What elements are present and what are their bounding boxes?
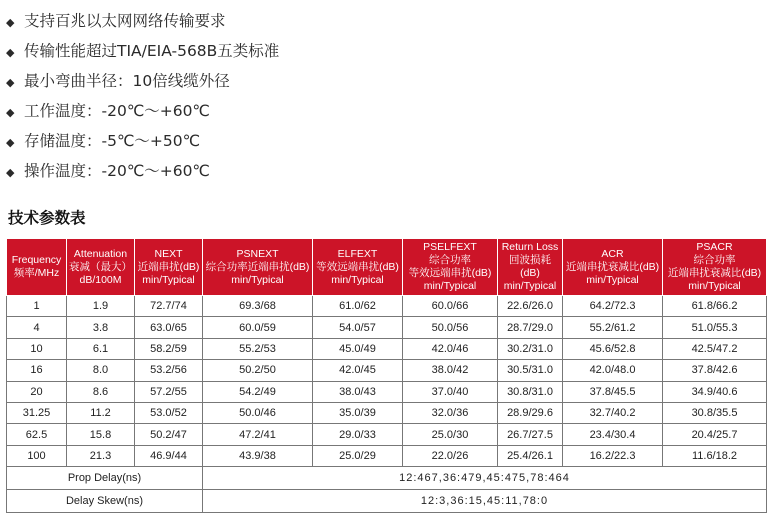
table-cell: 100 [7, 445, 67, 466]
table-row [7, 381, 767, 402]
table-cell: 58.2/59 [135, 338, 203, 359]
table-cell: 63.0/65 [135, 317, 203, 338]
table-cell: 35.0/39 [313, 402, 403, 423]
table-cell: 42.5/47.2 [663, 338, 767, 359]
table-cell: 50.0/46 [203, 402, 313, 423]
table-cell: 62.5 [7, 424, 67, 445]
table-cell: 46.9/44 [135, 445, 203, 466]
table-cell: 31.25 [7, 402, 67, 423]
table-cell: 10 [7, 338, 67, 359]
table-cell: 50.0/56 [403, 317, 498, 338]
table-cell: 54.2/49 [203, 381, 313, 402]
table-cell: 28.9/29.6 [498, 402, 563, 423]
table-cell: 69.3/68 [203, 296, 313, 317]
table-cell: 37.0/40 [403, 381, 498, 402]
section-title: 技术参数表 [8, 209, 86, 227]
feature-text: 支持百兆以太网网络传输要求 [24, 12, 226, 30]
table-cell: 38.0/42 [403, 360, 498, 381]
table-cell: 45.0/49 [313, 338, 403, 359]
table-cell: 38.0/43 [313, 381, 403, 402]
prop-delay-label: Prop Delay(ns) [7, 467, 203, 490]
table-cell: 25.4/26.1 [498, 445, 563, 466]
table-cell: 1 [7, 296, 67, 317]
prop-delay-value: 12:467,36:479,45:475,78:464 [203, 467, 767, 490]
table-cell: 42.0/46 [403, 338, 498, 359]
diamond-bullet-icon: ◆ [6, 46, 15, 59]
table-cell: 22.0/26 [403, 445, 498, 466]
table-cell: 26.7/27.5 [498, 424, 563, 445]
table-cell: 21.3 [67, 445, 135, 466]
table-cell: 64.2/72.3 [563, 296, 663, 317]
spec-table [6, 238, 767, 513]
table-cell: 43.9/38 [203, 445, 313, 466]
table-cell: 54.0/57 [313, 317, 403, 338]
table-cell: 8.6 [67, 381, 135, 402]
delay-skew-value: 12:3,36:15,45:11,78:0 [203, 490, 767, 513]
table-cell: 60.0/59 [203, 317, 313, 338]
header-acr: ACR 近端串扰衰减比(dB) min/Typical [563, 239, 663, 296]
header-pselfext: PSELFEXT 综合功率 等效远端串扰(dB) min/Typical [403, 239, 498, 296]
feature-text: 操作温度：-20℃～+60℃ [24, 162, 210, 180]
table-cell: 28.7/29.0 [498, 317, 563, 338]
table-cell: 34.9/40.6 [663, 381, 767, 402]
table-cell: 3.8 [67, 317, 135, 338]
table-cell: 20 [7, 381, 67, 402]
header-next: NEXT 近端串扰(dB) min/Typical [135, 239, 203, 296]
feature-text: 存储温度：-5℃～+50℃ [24, 132, 200, 150]
table-cell: 55.2/61.2 [563, 317, 663, 338]
table-cell: 30.8/31.0 [498, 381, 563, 402]
feature-item [6, 36, 279, 66]
table-cell: 50.2/47 [135, 424, 203, 445]
feature-item [6, 66, 279, 96]
table-row [7, 402, 767, 423]
feature-text: 最小弯曲半径：10倍线缆外径 [24, 72, 230, 90]
table-cell: 72.7/74 [135, 296, 203, 317]
header-attenuation: Attenuation 衰减（最大） dB/100M [67, 239, 135, 296]
table-cell: 42.0/45 [313, 360, 403, 381]
diamond-bullet-icon: ◆ [6, 106, 15, 119]
feature-item [6, 6, 279, 36]
feature-item [6, 126, 279, 156]
table-row [7, 360, 767, 381]
table-cell: 23.4/30.4 [563, 424, 663, 445]
table-cell: 53.0/52 [135, 402, 203, 423]
table-cell: 16.2/22.3 [563, 445, 663, 466]
prop-delay-row [7, 467, 767, 490]
delay-skew-label: Delay Skew(ns) [7, 490, 203, 513]
table-cell: 60.0/66 [403, 296, 498, 317]
table-cell: 15.8 [67, 424, 135, 445]
table-cell: 50.2/50 [203, 360, 313, 381]
header-elfext: ELFEXT 等效远端串扰(dB) min/Typical [313, 239, 403, 296]
header-psnext: PSNEXT 综合功率近端串扰(dB) min/Typical [203, 239, 313, 296]
table-row [7, 317, 767, 338]
table-cell: 30.5/31.0 [498, 360, 563, 381]
table-row [7, 338, 767, 359]
table-cell: 30.8/35.5 [663, 402, 767, 423]
diamond-bullet-icon: ◆ [6, 136, 15, 149]
table-cell: 16 [7, 360, 67, 381]
table-cell: 25.0/29 [313, 445, 403, 466]
table-cell: 61.0/62 [313, 296, 403, 317]
table-cell: 6.1 [67, 338, 135, 359]
table-cell: 25.0/30 [403, 424, 498, 445]
table-cell: 51.0/55.3 [663, 317, 767, 338]
table-row [7, 424, 767, 445]
header-return-loss: Return Loss 回波损耗(dB) min/Typical [498, 239, 563, 296]
table-header-row [7, 239, 767, 296]
header-frequency: Frequency 频率/MHz [7, 239, 67, 296]
diamond-bullet-icon: ◆ [6, 76, 15, 89]
feature-item [6, 96, 279, 126]
table-cell: 20.4/25.7 [663, 424, 767, 445]
diamond-bullet-icon: ◆ [6, 166, 15, 179]
table-cell: 30.2/31.0 [498, 338, 563, 359]
feature-text: 传输性能超过TIA/EIA-568B五类标准 [24, 42, 280, 60]
table-cell: 11.2 [67, 402, 135, 423]
table-cell: 47.2/41 [203, 424, 313, 445]
table-cell: 29.0/33 [313, 424, 403, 445]
table-cell: 32.0/36 [403, 402, 498, 423]
table-cell: 53.2/56 [135, 360, 203, 381]
delay-skew-row [7, 490, 767, 513]
header-psacr: PSACR 综合功率 近端串扰衰减比(dB) min/Typical [663, 239, 767, 296]
table-cell: 8.0 [67, 360, 135, 381]
feature-list [6, 6, 279, 186]
table-cell: 37.8/45.5 [563, 381, 663, 402]
table-cell: 61.8/66.2 [663, 296, 767, 317]
table-cell: 45.6/52.8 [563, 338, 663, 359]
table-cell: 22.6/26.0 [498, 296, 563, 317]
table-cell: 1.9 [67, 296, 135, 317]
table-row [7, 445, 767, 466]
table-cell: 32.7/40.2 [563, 402, 663, 423]
diamond-bullet-icon: ◆ [6, 16, 15, 29]
table-cell: 57.2/55 [135, 381, 203, 402]
feature-text: 工作温度：-20℃～+60℃ [24, 102, 210, 120]
feature-item [6, 156, 279, 186]
table-cell: 4 [7, 317, 67, 338]
table-cell: 55.2/53 [203, 338, 313, 359]
table-cell: 37.8/42.6 [663, 360, 767, 381]
table-cell: 42.0/48.0 [563, 360, 663, 381]
table-cell: 11.6/18.2 [663, 445, 767, 466]
table-row [7, 296, 767, 317]
